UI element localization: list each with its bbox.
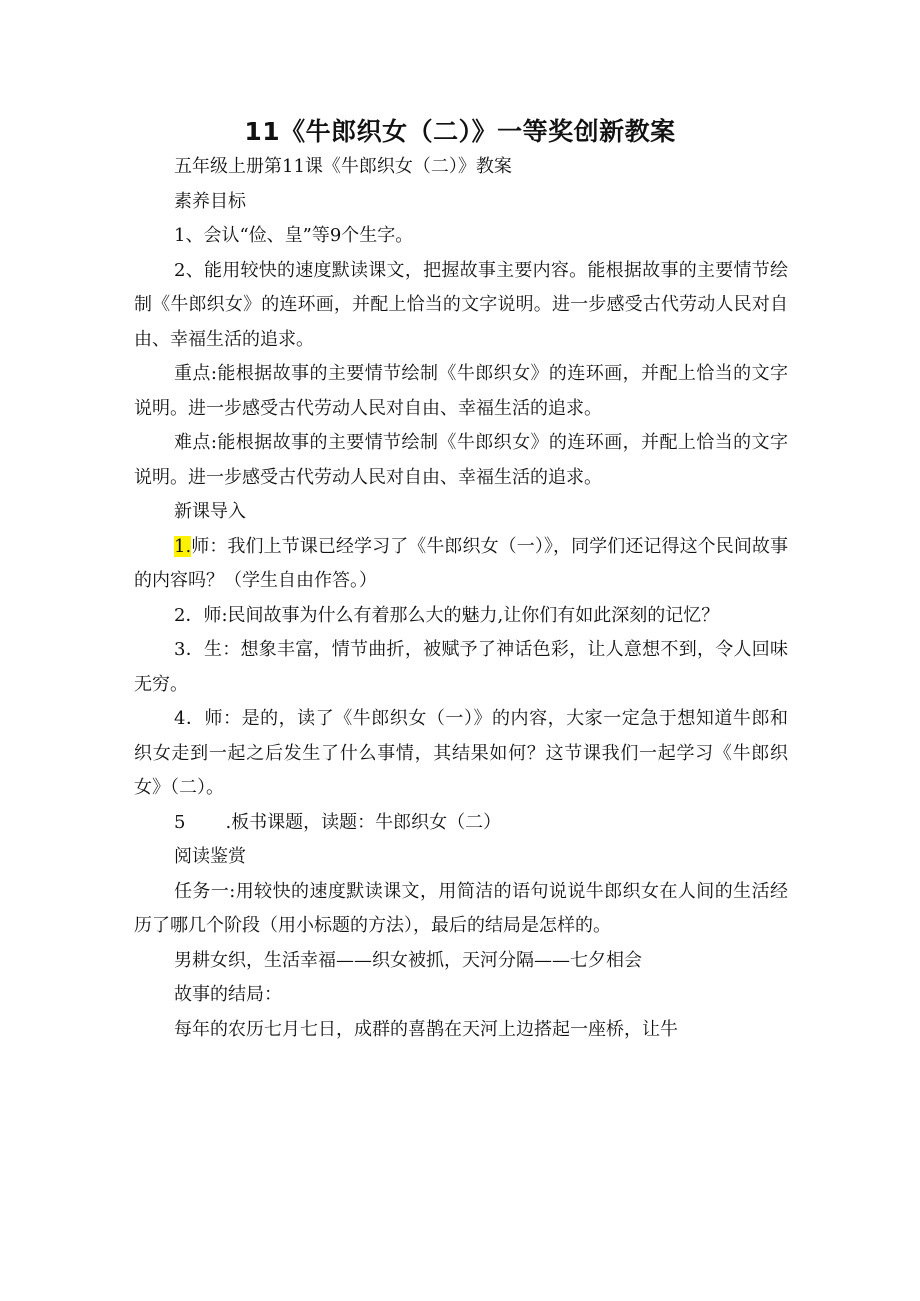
task-1: 任务一:用较快的速度默读课文，用简洁的语句说说牛郎织女在人间的生活经历了哪几个阶段（用小标题的方法），最后的结局是怎样的。 <box>134 880 788 936</box>
intro-step-2: 2．师:民间故事为什么有着那么大的魅力,让你们有如此深刻的记忆？ <box>174 604 720 626</box>
story-stages: 男耕女织，生活幸福——织女被抓，天河分隔——七夕相会 <box>174 949 642 971</box>
objective-1: 1、会认“俭、皇”等9个生字。 <box>174 225 414 246</box>
objective-2: 2、能用较快的速度默读课文，把握故事主要内容。能根据故事的主要情节绘制《牛郎织女》的连环画，并配上恰当的文字说明。进一步感受古代劳动人民对自由、幸福生活的追求。 <box>134 259 788 350</box>
document-body <box>134 150 788 1047</box>
difficult-point: 难点:能根据故事的主要情节绘制《牛郎织女》的连环画，并配上恰当的文字说明。进一步感受古代劳动人民对自由、幸福生活的追求。 <box>134 432 788 488</box>
intro-step-5-text: .板书课题，读题：牛郎织女（二） <box>225 811 502 833</box>
section-heading-reading: 阅读鉴赏 <box>174 846 246 867</box>
section-heading-intro: 新课导入 <box>174 501 246 522</box>
intro-step-4: 4．师：是的，读了《牛郎织女（一）》的内容，大家一定急于想知道牛郎和织女走到一起之后发生了什么事情，其结果如何？这节课我们一起学习《牛郎织女》（二）。 <box>134 708 788 798</box>
key-point: 重点:能根据故事的主要情节绘制《牛郎织女》的连环画，并配上恰当的文字说明。进一步感受古代劳动人民对自由、幸福生活的追求。 <box>134 363 788 419</box>
document-title: 11《牛郎织女（二）》一等奖创新教案 <box>244 117 676 146</box>
story-ending-label: 故事的结局： <box>174 984 282 1005</box>
intro-step-5-number: 5 <box>174 811 186 833</box>
subtitle-paragraph: 五年级上册第11课《牛郎织女（二）》教案 <box>174 156 512 177</box>
highlighted-number: 1. <box>174 535 192 557</box>
intro-step-1 <box>134 530 788 599</box>
section-heading-objectives: 素养目标 <box>174 190 246 212</box>
intro-step-3: 3．生：想象丰富，情节曲折，被赋予了神话色彩，让人意想不到，令人回味无穷。 <box>134 639 788 695</box>
intro-step-5 <box>134 806 788 841</box>
story-ending-text: 每年的农历七月七日，成群的喜鹊在天河上边搭起一座桥，让牛 <box>174 1018 678 1040</box>
intro-step-1-text: 师：我们上节课已经学习了《牛郎织女（一）》，同学们还记得这个民间故事的内容吗？（学生自由作答。） <box>134 535 788 591</box>
